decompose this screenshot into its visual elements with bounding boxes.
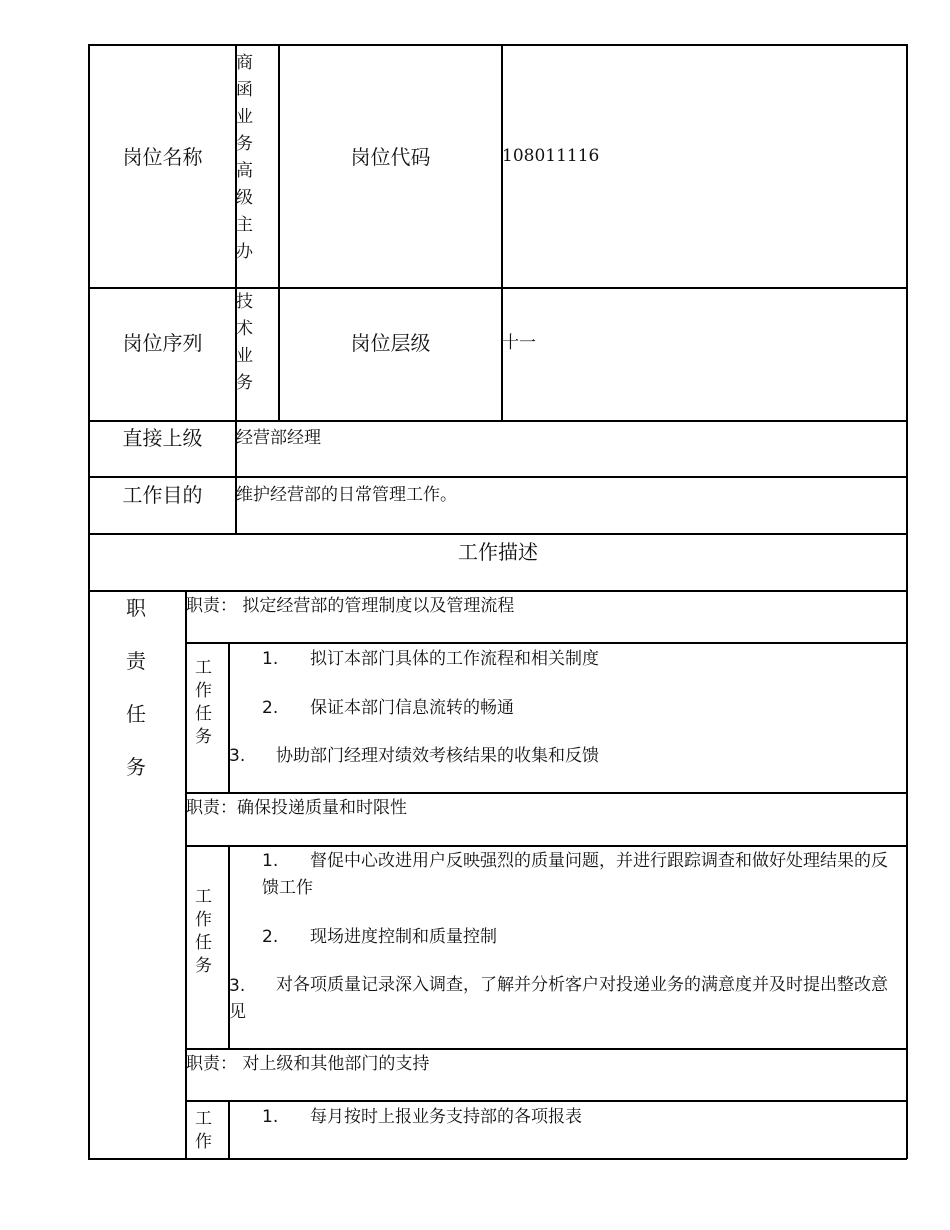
col-line bbox=[501, 44, 503, 421]
post-level-label: 岗位层级 bbox=[350, 331, 431, 355]
duty-1-task-3-num: 3. bbox=[229, 746, 246, 766]
row-line bbox=[185, 845, 907, 847]
table-border-left bbox=[88, 44, 90, 1159]
duty-1-task-1-text: 拟订本部门具体的工作流程和相关制度 bbox=[310, 649, 599, 669]
duty-2-task-2-text: 现场进度控制和质量控制 bbox=[310, 927, 497, 947]
duty-2-task-1-text: 督促中心改进用户反映强烈的质量问题，并进行跟踪调查和做好处理结果的反馈工作 bbox=[262, 851, 888, 898]
row-line bbox=[88, 533, 907, 535]
duty-3-task-label: 工作 bbox=[195, 1109, 212, 1152]
duty-1-task-2-num: 2. bbox=[262, 698, 279, 718]
duty-3-task-1-num: 1. bbox=[262, 1107, 279, 1127]
duty-3-title: 职责： 对上级和其他部门的支持 bbox=[186, 1054, 430, 1074]
duty-2-title: 职责：确保投递质量和时限性 bbox=[186, 798, 407, 818]
row-line bbox=[88, 287, 907, 289]
row-line bbox=[88, 476, 907, 478]
duty-2-task-1-num: 1. bbox=[262, 851, 279, 871]
duty-2-task-label: 工作任务 bbox=[195, 887, 212, 976]
row-line bbox=[185, 642, 907, 644]
purpose-label: 工作目的 bbox=[122, 483, 203, 507]
duty-1-task-3-text: 协助部门经理对绩效考核结果的收集和反馈 bbox=[276, 746, 599, 766]
row-line bbox=[185, 1048, 907, 1050]
col-line bbox=[278, 44, 280, 421]
post-code-label: 岗位代码 bbox=[350, 145, 431, 169]
description-title: 工作描述 bbox=[458, 540, 538, 564]
duty-3-task-1-text: 每月按时上报业务支持部的各项报表 bbox=[310, 1107, 582, 1127]
col-line bbox=[228, 642, 230, 793]
duty-1-task-1-num: 1. bbox=[262, 649, 279, 669]
row-line bbox=[88, 420, 907, 422]
duty-2-task-3-text: 对各项质量记录深入调查，了解并分析客户对投递业务的满意度并及时提出整改意见 bbox=[229, 975, 888, 1022]
col-line bbox=[228, 1100, 230, 1159]
table-border-top bbox=[88, 44, 907, 46]
table-border-right bbox=[906, 44, 908, 1159]
superior-label: 直接上级 bbox=[122, 426, 203, 450]
duty-1-task-2-text: 保证本部门信息流转的畅通 bbox=[310, 698, 514, 718]
row-line bbox=[88, 590, 907, 592]
post-code-value: 108011116 bbox=[502, 146, 600, 166]
row-line bbox=[185, 1100, 907, 1102]
duty-2-task-3-num: 3. bbox=[229, 976, 246, 996]
post-series-label: 岗位序列 bbox=[122, 331, 203, 355]
duties-label: 职责任务 bbox=[126, 596, 146, 779]
superior-value: 经营部经理 bbox=[236, 428, 321, 448]
duty-1-task-label: 工作任务 bbox=[195, 658, 212, 747]
post-series-value: 技术业务 bbox=[236, 292, 253, 393]
post-name-value: 商函业务高级主办 bbox=[236, 53, 253, 262]
post-level-value: 十一 bbox=[502, 333, 536, 353]
duty-1-title: 职责： 拟定经营部的管理制度以及管理流程 bbox=[186, 596, 515, 616]
table-border-bottom bbox=[88, 1158, 907, 1160]
post-name-label: 岗位名称 bbox=[122, 145, 203, 169]
duty-2-task-2-num: 2. bbox=[262, 927, 279, 947]
purpose-value: 维护经营部的日常管理工作。 bbox=[236, 485, 457, 505]
row-line bbox=[185, 792, 907, 794]
